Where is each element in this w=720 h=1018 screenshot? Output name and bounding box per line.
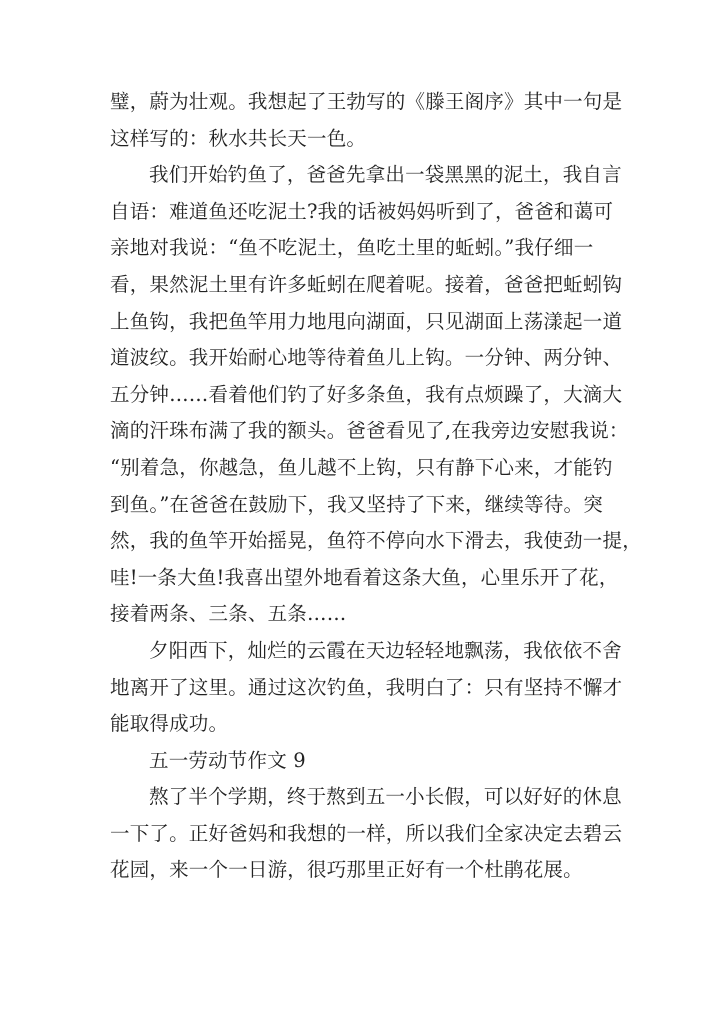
text-line: 能取得成功。 (110, 712, 229, 736)
text-line: 道波纹。我开始耐心地等待着鱼儿上钩。一分钟、两分钟、 (110, 346, 623, 370)
document-body (110, 84, 642, 889)
text-line: 自语：难道鱼还吃泥土?我的话被妈妈听到了，爸爸和蔼可 (110, 199, 614, 223)
text-line: 哇!一条大鱼!我喜出望外地看着这条大鱼，心里乐开了花， (110, 565, 619, 589)
text-line: 一下了。正好爸妈和我想的一样，所以我们全家决定去碧云 (110, 821, 623, 845)
text-line: 地离开了这里。通过这次钓鱼，我明白了：只有坚持不懈才 (110, 675, 623, 699)
paragraph-start-line: 我们开始钓鱼了，爸爸先拿出一袋黑黑的泥土，我自言 (149, 163, 622, 187)
text-line: 到鱼。”在爸爸在鼓励下，我又坚持了下来，继续等待。突 (110, 492, 603, 516)
text-line: 花园，来一个一日游，很巧那里正好有一个杜鹃花展。 (110, 858, 583, 882)
paragraph-start-line: 夕阳西下，灿烂的云霞在天边轻轻地飘荡，我依依不舍 (149, 638, 622, 662)
text-line: 接着两条、三条、五条…… (110, 602, 347, 626)
text-line: 滴的汗珠布满了我的额头。爸爸看见了,在我旁边安慰我说： (110, 419, 629, 443)
text-line: 亲地对我说：“鱼不吃泥土，鱼吃土里的蚯蚓。”我仔细一 (110, 236, 594, 260)
section-heading: 五一劳动节作文 9 (149, 748, 306, 772)
text-line: 然，我的鱼竿开始摇晃，鱼符不停向水下滑去，我使劲一提， (110, 529, 642, 553)
text-line: “别着急，你越急，鱼儿越不上钩，只有静下心来，才能钓 (110, 455, 613, 479)
text-line: 看，果然泥土里有许多蚯蚓在爬着呢。接着，爸爸把蚯蚓钩 (110, 272, 623, 296)
text-line: 璧，蔚为壮观。我想起了王勃写的《滕王阁序》其中一句是 (110, 90, 623, 113)
text-line: 上鱼钩，我把鱼竿用力地甩向湖面，只见湖面上荡漾起一道 (110, 309, 623, 333)
text-line: 这样写的：秋水共长天一色。 (110, 126, 367, 150)
text-line: 五分钟……看着他们钓了好多条鱼，我有点烦躁了，大滴大 (110, 382, 623, 406)
paragraph-start-line: 熬了半个学期，终于熬到五一小长假，可以好好的休息 (149, 785, 622, 809)
